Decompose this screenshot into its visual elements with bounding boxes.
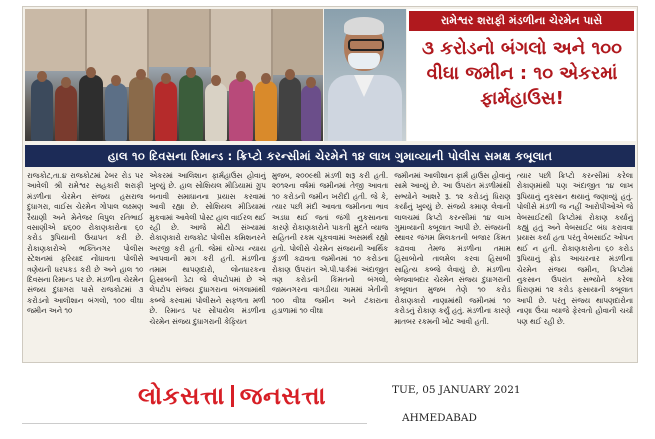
article-column-2: એકરમાં આલિશાન ફાર્મહાઉસ હોવાનું ખુલ્યું છે. હાલ સોશિયલ મીડિયામાં ગ્રુપ બનાવી સમાધાનના પ્રયાસ કરવામાં આવી રહ્યા છે. સોશિયલ મીડિયામાં મુકવામાં આવેલી પોસ્ટ હાલ વાઈરલ થઈ રહી છે. આજે મોટી સંખ્યામાં રોકાણકારો રાજકોટ પોલીસ કમિશનરને અરજી કરી હતી. જેમાં યોગ્ય ન્યાય આપવાની માગ કરી હતી. મંડળીના તમામ થાપણદારો, લોનધારકના હિસાબની ડેટા જે લેપટોપમાં છે એ લેપટોપ સંજય દુધાગરાના બંગલામાંથી કબ્જે કરવામાં પોલીસને સફળતા મળી છે. રિમાન્ડ પર સોંપાયેલ મંડળીના ચેરમેન સંજય દુધાગરાની કેફિયત xyxy=(149,171,266,326)
headline: ૩ કરોડનો બંગલો અને ૧૦૦ વીઘા જમીન : ૧૦ એકરમાં ફાર્મહાઉસ! xyxy=(422,38,622,109)
footer-divider xyxy=(22,423,367,424)
publication-date: TUE, 05 JANUARY 2021 xyxy=(392,384,521,396)
publication-logo xyxy=(138,382,326,410)
article-column-1: રાજકોટ,તા.૪ રાજકોટમાં ઢેબર રોડ પર આવેલી શ્રી રામેશ્વર સહકારી શરાફી મંડળીના ચેરમેન સંજય હસરાજ દુધાગરા, વાઈસ ચેરમેન ગોપાલ લક્ષ્મણ રૈયાણી અને મેનેજર વિપુલ રતિભાઈ વસાણીએ ૪૬૦૦ રોકાણકારોના ૬૦ કરોડ રૂપિયાની ઉચાપત કરી છે. રોકાણકારોએ ભક્તિનગર પોલીસ સ્ટેશનમાં ફરિયાદ નોંધાવતા પોલીસે ત્રણેયની ધરપકડ કરી છે અને હાલ ૧૦ દિવસના રિમાન્ડ પર છે. મંડળીના ચેરમેન સંજય દુધાગરા પાસે રાજકોટમાં ૩ કરોડનો આલીશાન બંગલો, ૧૦૦ વીઘા જમીન અને ૧૦ xyxy=(27,171,144,316)
publication-footer xyxy=(22,378,636,434)
news-clipping xyxy=(22,6,638,363)
subheadline-bar: હાલ ૧૦ દિવસના રિમાન્ડ : ક્રિપ્ટો કરન્સીમાં ચેરમેને ૧૪ લાખ ગુમાવ્યાની પોલીસ સમક્ષ કબૂલાત xyxy=(25,145,635,167)
article-column-3: મુજબ, ૨૦૦૯થી મંડળી શરૂ કરી હતી. ૨૦૧૨ના વર્ષમાં જમીનમાં તેજી આવતા ૧૦ કરોડની જમીન ખરીદી હતી. જે કે, ત્યાર પછી મંદી આવતા જમીનના ભાવ અડધા થઈ જતાં જંગી નુકસાનના કારણે રોકાણકારોને પાકતી મુદતે વ્યાજ સહિતની રકમ ચૂકવવામાં અસમર્થ રહ્યો હતો. પોલીસે ચેરમેન સંજયની આર્થિક કુંડળી કઢાવતા જમીનમાં ૧૦ કરોડના રોકાણ ઉપરાંત એ.પી.પાર્કમાં અંદાજીત ત્રણ કરોડની કિંમતનો બંગલો, જામનગરના વાગડીયા ગામમાં ખેતીની ૧૦૦ વીઘા જમીન અને ટંકારાના હડાળામાં ૧૦ વીઘા xyxy=(271,171,389,316)
crowd-photo xyxy=(25,9,323,141)
publication-city: AHMEDABAD xyxy=(402,412,477,424)
headline-box xyxy=(407,9,636,141)
article-column-5: ત્યાર પછી ક્રિપ્ટો કરન્સીમાં કરેલા રોકાણમાંથી પણ અંદાજીત ૧૪ લાખ રૂપિયાનું નુકસાન થયાનું જણાવ્યું હતું. પોલીસે મંડળી જ નહીં આરોપીઓએ જે વેબસાઈટથી ક્રિપ્ટોમાં રોકાણ કર્યાનું કહ્યું હતું અને વેબસાઈટ બંધ કરાવવા પ્રયાસ કર્યા હતા પરંતુ વેબસાઈટ ઓપન થઈ ન હતી. રોકાણકારોના ૬૦ કરોડ રૂપિયાનું ફ્રોડ આચરનાર મંડળીના ચેરમેન સંજય જમીન, ક્રિપ્ટોમાં નુકસાન ઉપરાંત સભ્યોને કરેલા ધિરાણમાં ૧૨ કરોડ ફસાયાની કબૂલાત આપી છે. પરંતુ સંજય થાપણદારોના નાણા ઉંચા વ્યાજે ફેરવતો હોવાની ચર્ચા પણ થઈ રહી છે. xyxy=(516,171,634,326)
logo-separator xyxy=(231,385,234,407)
logo-left-text: લોકસત્તા xyxy=(138,382,225,410)
logo-right-text: જનસત્તા xyxy=(239,382,326,410)
article-column-4: જમીનમાં આલીશાન ફાર્મ હાઉસ હોવાનું સામે આવ્યું છે. આ ઉપરાંત મંડળીમાંથી સભ્યોને આશરે રૂ. ૧૨ કરોડનું ધિરાણ કર્યાનું ખુલ્યું છે. સંજયે કમાણ લેવાની લાલચમાં ક્રિપ્ટો કરન્સીમાં ૧૪ લાખ ગુમાવ્યાની કબૂલાત આપી છે. સંજયની સ્થાવર જંગમ મિલકતની બજાર કિંમત કઢાવવા તેમજ મંડળીના તમામ હિસાબોનો તાલમેલ કરવા હિસાબી સાહિત્ય કબ્જે લેવાયું છે. મંડળીના બેજવાબદાર ચેરમેન સંજય દુધાગરાની કબૂલાત મુજબ તેણે ૧૦ કરોડ રોકાણકારો નાણામાંથી જમીનમાં ૧૦ કરોડનું રોકાણ કર્યું હતું. મંડળીના કારણે માતબર રકમની ખોટ આવી હતી. xyxy=(394,171,511,326)
kicker-tag: રામેશ્વર શરાફી મંડળીના ચેરમેન પાસે xyxy=(409,11,634,31)
chairman-portrait xyxy=(324,9,406,141)
article-body xyxy=(27,171,633,360)
